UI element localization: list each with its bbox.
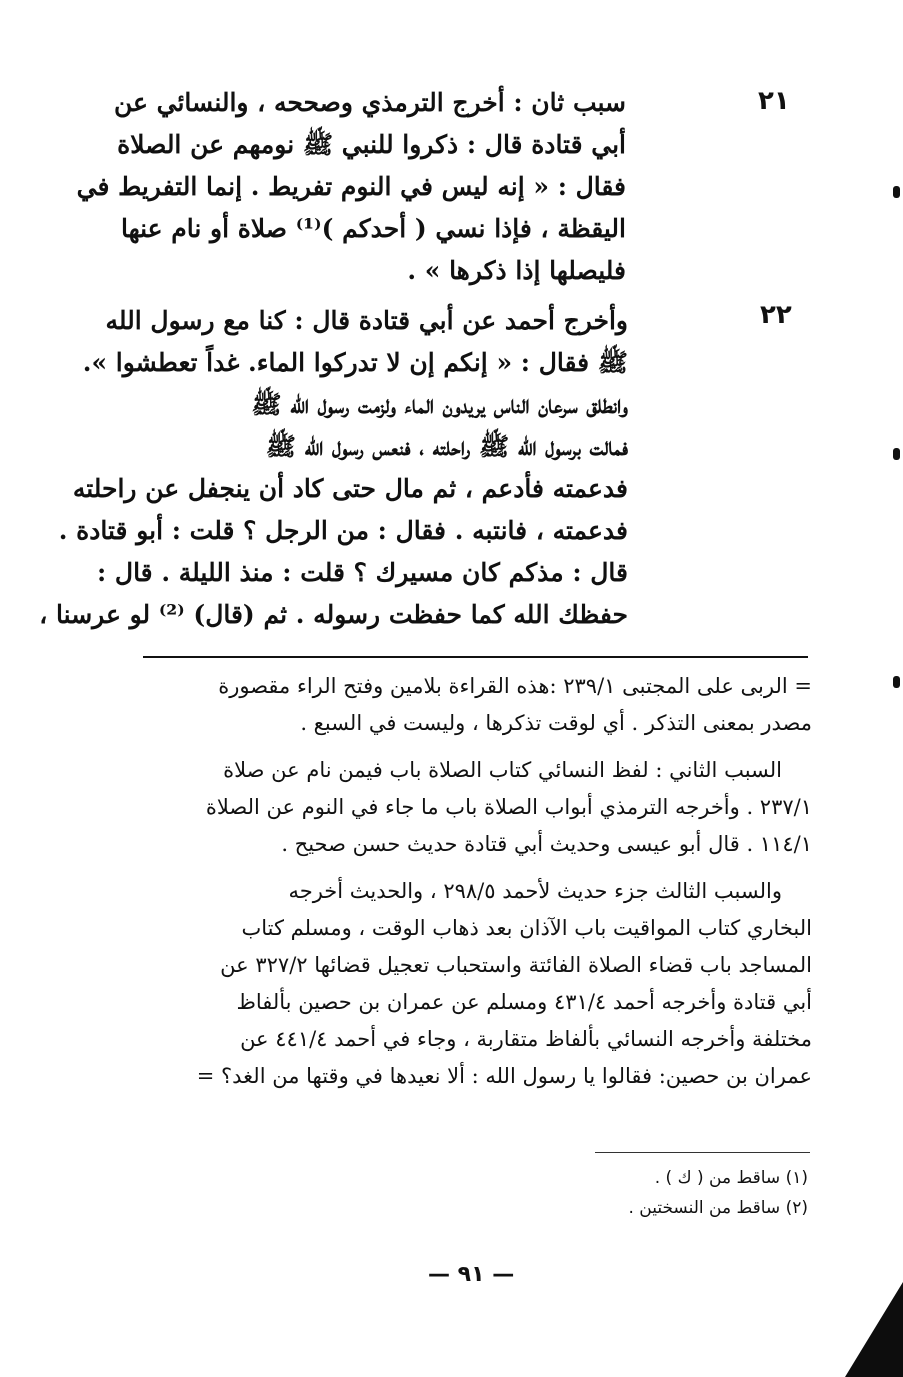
note-paragraph <box>150 789 812 863</box>
note-line: عمران بن حصين: فقالوا يا رسول الله : ألا نعيدها في وقتها من الغد؟ = <box>196 1064 812 1088</box>
page-number: — ٩١ — <box>428 1262 515 1287</box>
footnote: (٢) ساقط من النسختين . <box>628 1198 808 1218</box>
footnotes <box>500 1163 808 1223</box>
note-line: مصدر بمعنى التذكر . أي لوقت تذكرها ، وليست في السبع . <box>300 711 812 735</box>
note-line: ٢٣٧/١ . وأخرجه الترمذي أبواب الصلاة باب ما جاء في النوم عن الصلاة <box>205 795 812 819</box>
entry-text <box>39 300 628 636</box>
note-paragraph <box>150 752 782 789</box>
note-line: المساجد باب قضاء الصلاة الفائتة واستحباب تعجيل قضائها ٣٢٧/٢ عن <box>220 953 812 977</box>
footnote-divider <box>595 1152 810 1153</box>
footnote: (١) ساقط من ( ك ) . <box>654 1168 808 1188</box>
commentary-notes <box>150 668 812 1105</box>
text-line: حفظك الله كما حفظت رسوله . ثم (قال) ⁽²⁾ لو عرسنا ، <box>39 600 628 629</box>
note-line: = الربى على المجتبى ٢٣٩/١ :هذه القراءة بلامين وفتح الراء مقصورة <box>218 674 812 698</box>
entry-number: ٢١ <box>758 86 790 116</box>
scan-corner-shadow <box>845 1282 903 1377</box>
text-line: فقال : « إنه ليس في النوم تفريط . إنما التفريط في <box>76 172 626 201</box>
text-line: أبي قتادة قال : ذكروا للنبي ﷺ نومهم عن الصلاة <box>117 130 626 159</box>
scan-mark <box>893 448 900 460</box>
text-line: فدعمته ، فانتبه . فقال : من الرجل ؟ قلت : أبو قتادة . <box>58 516 628 545</box>
note-line: البخاري كتاب المواقيت باب الآذان بعد ذهاب الوقت ، ومسلم كتاب <box>241 916 812 940</box>
text-line: وأخرج أحمد عن أبي قتادة قال : كنا مع رسول الله <box>105 306 628 335</box>
notes-divider <box>143 656 808 658</box>
text-line: فدعمته فأدعم ، ثم مال حتى كاد أن ينجفل عن راحلته <box>72 474 628 503</box>
note-line: أبي قتادة وأخرجه أحمد ٤٣١/٤ ومسلم عن عمران بن حصين بألفاظ <box>236 990 812 1014</box>
entry-text <box>76 82 626 292</box>
note-paragraph <box>150 910 812 1095</box>
note-line: السبب الثاني : لفظ النسائي كتاب الصلاة باب فيمن نام عن صلاة <box>223 758 782 782</box>
text-line: فمالت برسول الله ﷺ راحلته ، فنعس رسول الله ﷺ <box>265 432 628 461</box>
text-line: فليصلها إذا ذكرها » . <box>407 256 626 285</box>
note-paragraph <box>150 873 782 910</box>
note-paragraph <box>150 668 812 742</box>
text-line: سبب ثان : أخرج الترمذي وصححه ، والنسائي عن <box>113 88 626 117</box>
text-line: وانطلق سرعان الناس يريدون الماء ولزمت رسول الله ﷺ <box>251 390 628 419</box>
entry-number: ٢٢ <box>760 300 792 330</box>
text-line: ﷺ فقال : « إنكم إن لا تدركوا الماء. غداً تعطشوا ». <box>82 348 628 377</box>
text-line: اليقظة ، فإذا نسي ( أحدكم )⁽¹⁾ صلاة أو نام عنها <box>120 214 626 243</box>
note-line: والسبب الثالث جزء حديث لأحمد ٢٩٨/٥ ، والحديث أخرجه <box>288 879 782 903</box>
text-line: قال : مذكم كان مسيرك ؟ قلت : منذ الليلة . قال : <box>96 558 628 587</box>
scan-mark <box>893 676 900 688</box>
note-line: ١١٤/١ . قال أبو عيسى وحديث أبي قتادة حديث حسن صحيح . <box>281 832 812 856</box>
note-line: مختلفة وأخرجه النسائي بألفاظ متقاربة ، وجاء في أحمد ٤٤١/٤ عن <box>240 1027 812 1051</box>
scan-mark <box>893 186 900 198</box>
